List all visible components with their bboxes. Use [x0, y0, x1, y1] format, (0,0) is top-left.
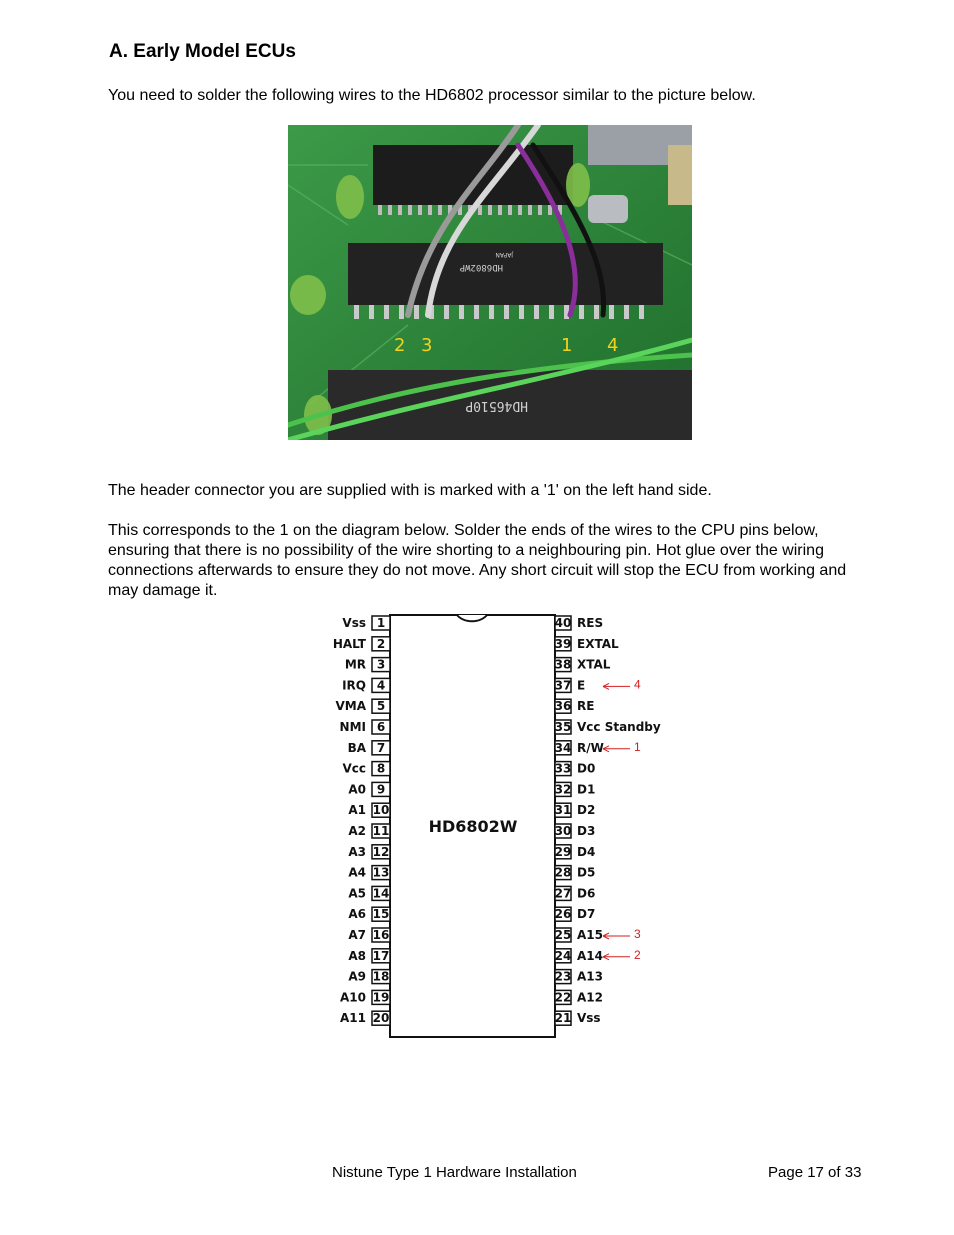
right-pin-label: A13 — [577, 969, 603, 984]
right-pin-number: 30 — [554, 824, 572, 838]
right-pin-label: D0 — [577, 761, 596, 776]
ecu-board-photo — [288, 125, 692, 440]
right-pin-number: 33 — [554, 761, 572, 776]
right-pin-label: D5 — [577, 865, 596, 880]
wire-number-2: 2 — [394, 335, 406, 356]
left-pin-number: 8 — [376, 761, 386, 776]
intro-paragraph: You need to solder the following wires to the HD6802 processor similar to the picture below. — [108, 87, 756, 104]
right-pin-label: Vcc Standby — [577, 720, 661, 734]
right-pin-number: 21 — [554, 1011, 572, 1026]
right-pin-label: A15 — [577, 928, 603, 942]
left-pin-label: A3 — [348, 844, 366, 859]
annotation-label: 2 — [634, 947, 641, 962]
chip-name: HD6802W — [428, 817, 518, 836]
left-pin-label: A5 — [348, 886, 366, 901]
left-pin-number: 2 — [376, 636, 386, 651]
left-pin-number: 9 — [376, 782, 386, 797]
right-pin-number: 24 — [554, 948, 572, 963]
left-pin-label: A2 — [348, 824, 366, 838]
left-pin-label: A0 — [348, 782, 366, 797]
left-pin-label: Vss — [342, 616, 366, 630]
left-pin-number: 17 — [372, 948, 390, 963]
right-pin-number: 37 — [554, 678, 572, 693]
left-pin-number: 14 — [372, 886, 390, 901]
right-pin-number: 25 — [554, 928, 572, 942]
left-pin-label: VMA — [335, 699, 366, 714]
left-pin-label: A7 — [348, 928, 366, 942]
left-pin-number: 10 — [372, 803, 390, 818]
cpu-chip-sublabel: JAPAN — [495, 251, 513, 258]
annotation-label: 4 — [634, 677, 641, 692]
left-pin-label: NMI — [339, 720, 366, 734]
left-pin-number: 1 — [376, 616, 386, 630]
wire-number-4: 4 — [607, 335, 619, 356]
left-pin-label: A11 — [340, 1011, 366, 1026]
left-pin-label: Vcc — [342, 761, 366, 776]
right-pin-label: RES — [577, 616, 604, 630]
left-pin-number: 15 — [372, 907, 390, 922]
left-pin-label: A8 — [348, 948, 366, 963]
right-pin-label: D6 — [577, 886, 596, 901]
right-pin-number: 29 — [554, 844, 572, 859]
right-pin-label: D4 — [577, 844, 596, 859]
left-pin-label: IRQ — [342, 678, 366, 693]
section-heading: A. Early Model ECUs — [109, 41, 296, 62]
left-pin-label: A4 — [348, 865, 366, 880]
right-pin-number: 28 — [554, 865, 572, 880]
footer-page-number: Page 17 of 33 — [768, 1164, 862, 1181]
footer-title: Nistune Type 1 Hardware Installation — [332, 1164, 577, 1181]
cpu-chip-label: HD6802WP — [459, 262, 503, 272]
wire-number-1: 1 — [561, 335, 573, 356]
left-pin-number: 3 — [376, 657, 386, 672]
right-pin-number: 31 — [554, 803, 572, 818]
right-pin-label: A12 — [577, 990, 603, 1005]
wire-number-3: 3 — [421, 335, 433, 356]
right-pin-number: 36 — [554, 699, 572, 714]
instructions-paragraph: This corresponds to the 1 on the diagram below. Solder the ends of the wires to the CPU pins below, ensuring that there is no possibility of the wire shorting to a neighbouring pin. Hot glue over the wiring connections afterwards to ensure they do not move. Any short circuit will stop the ECU from working and may damage it. — [108, 522, 847, 599]
right-pin-number: 23 — [554, 969, 572, 984]
right-pin-label: A14 — [577, 948, 603, 963]
right-pin-number: 22 — [554, 990, 572, 1005]
right-pin-label: RE — [577, 699, 595, 714]
left-pin-number: 20 — [372, 1011, 390, 1026]
left-pin-number: 18 — [372, 969, 390, 984]
left-pin-number: 12 — [372, 844, 390, 859]
left-pin-number: 4 — [376, 678, 386, 693]
right-pin-label: D7 — [577, 907, 596, 922]
right-pin-number: 39 — [554, 636, 572, 651]
left-pin-label: A1 — [348, 803, 366, 818]
left-pin-label: HALT — [332, 636, 366, 651]
lower-chip-label: HD46510P — [465, 398, 528, 413]
left-pin-label: A10 — [340, 990, 366, 1005]
left-pin-number: 13 — [372, 865, 390, 880]
right-pin-number: 34 — [554, 740, 572, 755]
pinout-diagram — [325, 612, 665, 1052]
right-pin-label: EXTAL — [577, 636, 619, 651]
header-connector-paragraph: The header connector you are supplied with is marked with a '1' on the left hand side. — [108, 482, 712, 499]
right-pin-label: R/W — [577, 740, 604, 755]
annotation-label: 1 — [634, 739, 641, 754]
left-pin-number: 6 — [376, 720, 386, 734]
right-pin-label: D1 — [577, 782, 596, 797]
right-pin-number: 26 — [554, 907, 572, 922]
left-pin-number: 19 — [372, 990, 390, 1005]
left-pin-label: BA — [347, 740, 366, 755]
left-pin-label: MR — [344, 657, 366, 672]
right-pin-number: 35 — [554, 720, 572, 734]
right-pin-number: 40 — [554, 616, 572, 630]
annotation-label: 3 — [634, 927, 641, 941]
right-pin-number: 32 — [554, 782, 572, 797]
right-pin-number: 38 — [554, 657, 572, 672]
right-pin-label: E — [577, 678, 586, 693]
left-pin-number: 7 — [376, 740, 386, 755]
left-pin-number: 16 — [372, 928, 390, 942]
left-pin-label: A9 — [348, 969, 366, 984]
right-pin-label: D2 — [577, 803, 596, 818]
right-pin-label: XTAL — [577, 657, 611, 672]
right-pin-number: 27 — [554, 886, 572, 901]
left-pin-number: 11 — [372, 824, 390, 838]
left-pin-label: A6 — [348, 907, 366, 922]
right-pin-label: D3 — [577, 824, 596, 838]
right-pin-label: Vss — [577, 1011, 601, 1026]
left-pin-number: 5 — [376, 699, 386, 714]
